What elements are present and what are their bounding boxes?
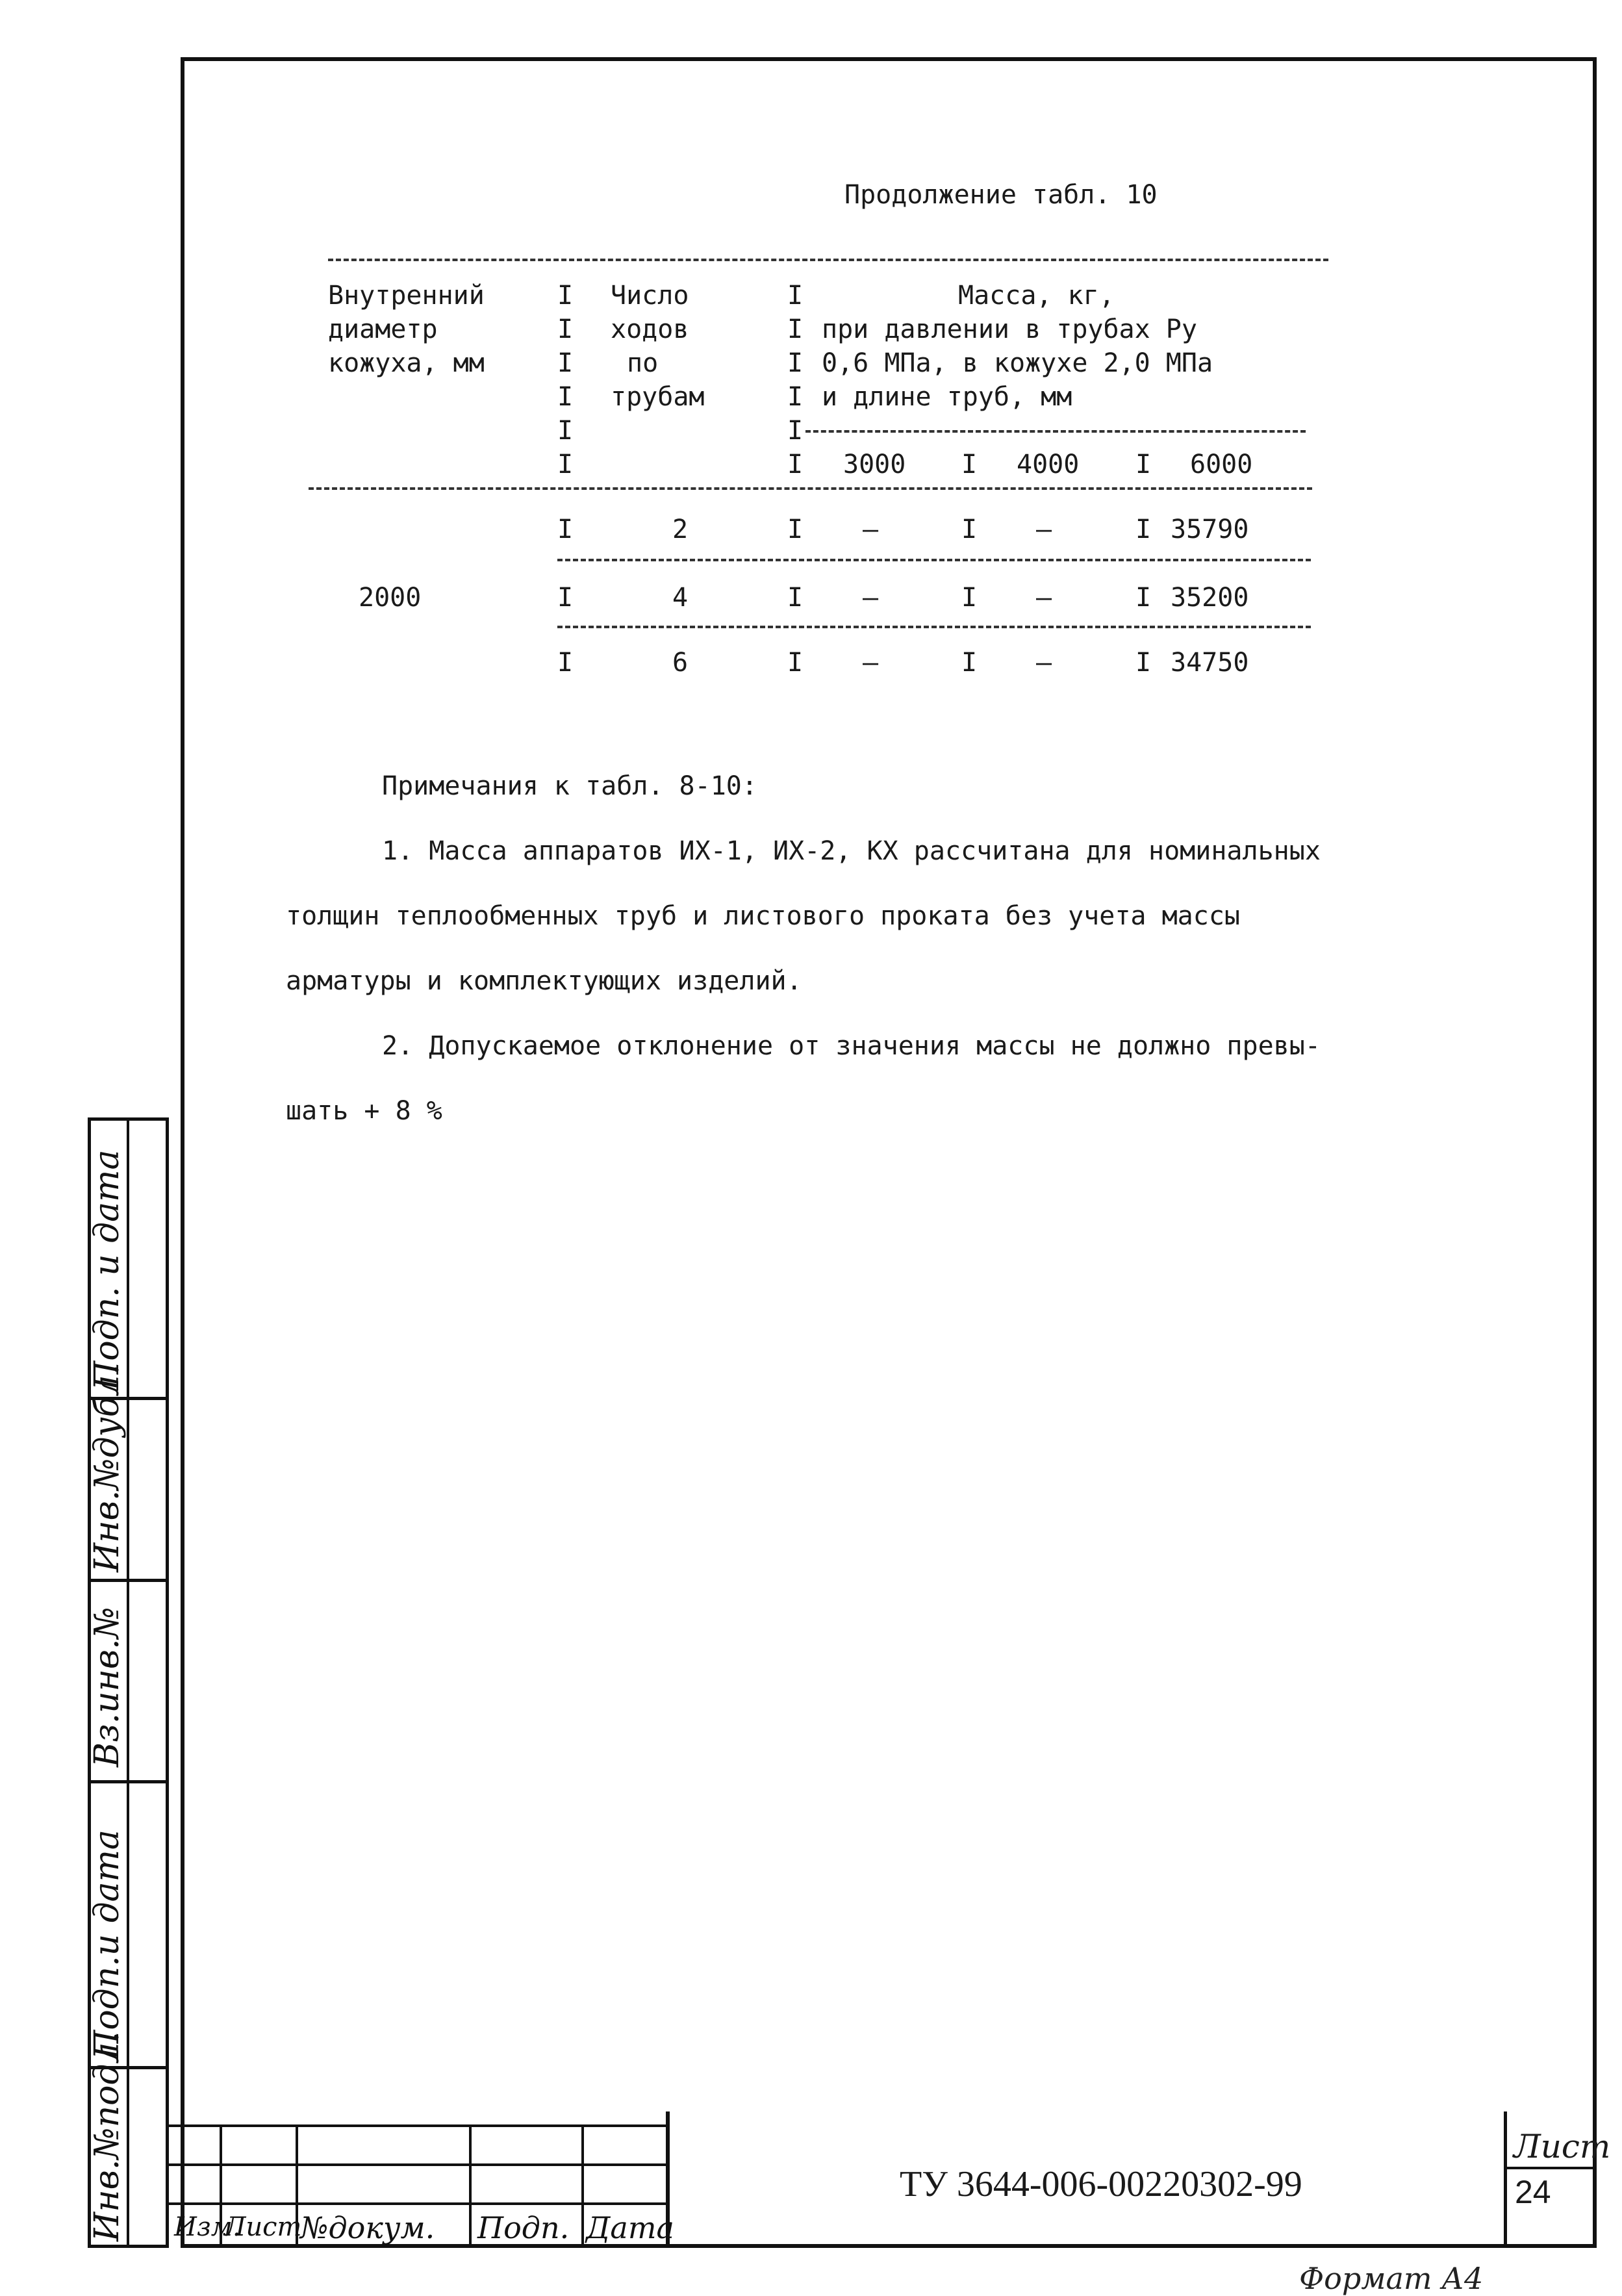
row1-mass-6000: 35790 (1171, 515, 1249, 544)
separator: I (787, 348, 804, 378)
tb-izm: Изм. (174, 2212, 241, 2242)
strip-label-vz-inv: Вз.инв.№ (88, 1607, 127, 1767)
tb-podp: Подп. (477, 2210, 570, 2245)
tb-rule (169, 2202, 669, 2205)
strip-label-inv-dubl: Инв.№дубл. (88, 1364, 127, 1572)
note-2-line2: шать + 8 % (286, 1096, 442, 1126)
note-1-line1: 1. Масса аппаратов ИХ-1, ИХ-2, КХ рассчитана для номинальных (382, 836, 1321, 866)
row1-mass-4000: – (1036, 515, 1052, 544)
separator: I (787, 416, 804, 446)
length-6000: 6000 (1190, 450, 1253, 479)
tb-rule (1504, 2167, 1597, 2169)
row2-mass-6000: 35200 (1171, 583, 1249, 613)
header-mass-line3: и длине труб, мм (822, 382, 1072, 412)
strip-label-podp-data-bottom: Подп.и дата (88, 1830, 127, 2060)
mass-subheader-rule (805, 430, 1306, 433)
separator: I (961, 583, 978, 613)
separator: I (787, 583, 804, 613)
strip-label-inv-podl: Инв.№подл. (88, 2032, 127, 2241)
row1-mass-3000: – (863, 515, 879, 544)
header-mass-line1: при давлении в трубах Py (822, 314, 1197, 344)
strip-divider (88, 1579, 169, 1582)
length-4000: 4000 (1017, 450, 1080, 479)
separator: I (557, 515, 574, 544)
header-col1-line1: Внутренний (328, 281, 485, 311)
separator: I (557, 416, 574, 446)
header-col2-line4: трубам (611, 382, 705, 412)
tb-rule (1504, 2111, 1507, 2248)
separator: I (961, 648, 978, 678)
format-label: Формат А4 (1299, 2261, 1484, 2296)
separator: I (787, 515, 804, 544)
row3-mass-6000: 34750 (1171, 648, 1249, 678)
row-rule (557, 626, 1311, 628)
left-stamp-divider (127, 1117, 129, 2248)
separator: I (557, 583, 574, 613)
note-2-line1: 2. Допускаемое отклонение от значения массы не должно превы- (382, 1031, 1321, 1061)
diameter-value: 2000 (359, 583, 422, 613)
sheet-number: 24 (1515, 2174, 1551, 2210)
row3-mass-3000: – (863, 648, 879, 678)
separator: I (557, 281, 574, 311)
row2-passes: 4 (672, 583, 689, 613)
table-top-rule (328, 259, 1328, 261)
note-1-line3: арматуры и комплектующих изделий. (286, 966, 802, 996)
row-rule (557, 559, 1311, 561)
document-code: ТУ 3644-006-00220302-99 (900, 2164, 1302, 2204)
separator: I (787, 281, 804, 311)
header-col1-line3: кожуха, мм (328, 348, 485, 378)
tb-rule (169, 2124, 669, 2127)
length-3000: 3000 (843, 450, 906, 479)
separator: I (1135, 515, 1152, 544)
tb-rule (169, 2163, 669, 2166)
separator: I (961, 515, 978, 544)
separator: I (787, 648, 804, 678)
row2-mass-3000: – (863, 583, 879, 613)
strip-divider (88, 1780, 169, 1783)
table-continuation-caption: Продолжение табл. 10 (844, 180, 1158, 210)
header-mass-title: Масса, кг, (958, 281, 1115, 311)
separator: I (1135, 648, 1152, 678)
separator: I (557, 382, 574, 412)
separator: I (787, 450, 804, 479)
note-1-line2: толщин теплообменных труб и листового проката без учета массы (286, 901, 1241, 931)
row3-mass-4000: – (1036, 648, 1052, 678)
header-col2-line1: Число (611, 281, 689, 311)
sheet-label: Лист (1514, 2128, 1611, 2165)
separator: I (557, 648, 574, 678)
separator: I (787, 382, 804, 412)
row2-mass-4000: – (1036, 583, 1052, 613)
separator: I (557, 348, 574, 378)
header-col1-line2: диаметр (328, 314, 438, 344)
separator: I (787, 314, 804, 344)
tb-list: Лист (224, 2212, 302, 2242)
strip-label-podp-data-top: Подп. и дата (88, 1149, 127, 1390)
header-col2-line2: ходов (611, 314, 689, 344)
tb-data: Дата (586, 2210, 674, 2245)
separator: I (557, 314, 574, 344)
header-col2-line3: по (627, 348, 659, 378)
separator: I (1135, 583, 1152, 613)
header-bottom-rule (309, 487, 1312, 490)
row1-passes: 2 (672, 515, 689, 544)
separator: I (1135, 450, 1152, 479)
tb-rule (581, 2124, 584, 2248)
header-mass-line2: 0,6 МПа, в кожухе 2,0 МПа (822, 348, 1213, 378)
row3-passes: 6 (672, 648, 689, 678)
separator: I (557, 450, 574, 479)
tb-n-dokum: №докум. (300, 2210, 435, 2245)
notes-title: Примечания к табл. 8-10: (382, 771, 757, 801)
separator: I (961, 450, 978, 479)
tb-rule (469, 2124, 472, 2248)
